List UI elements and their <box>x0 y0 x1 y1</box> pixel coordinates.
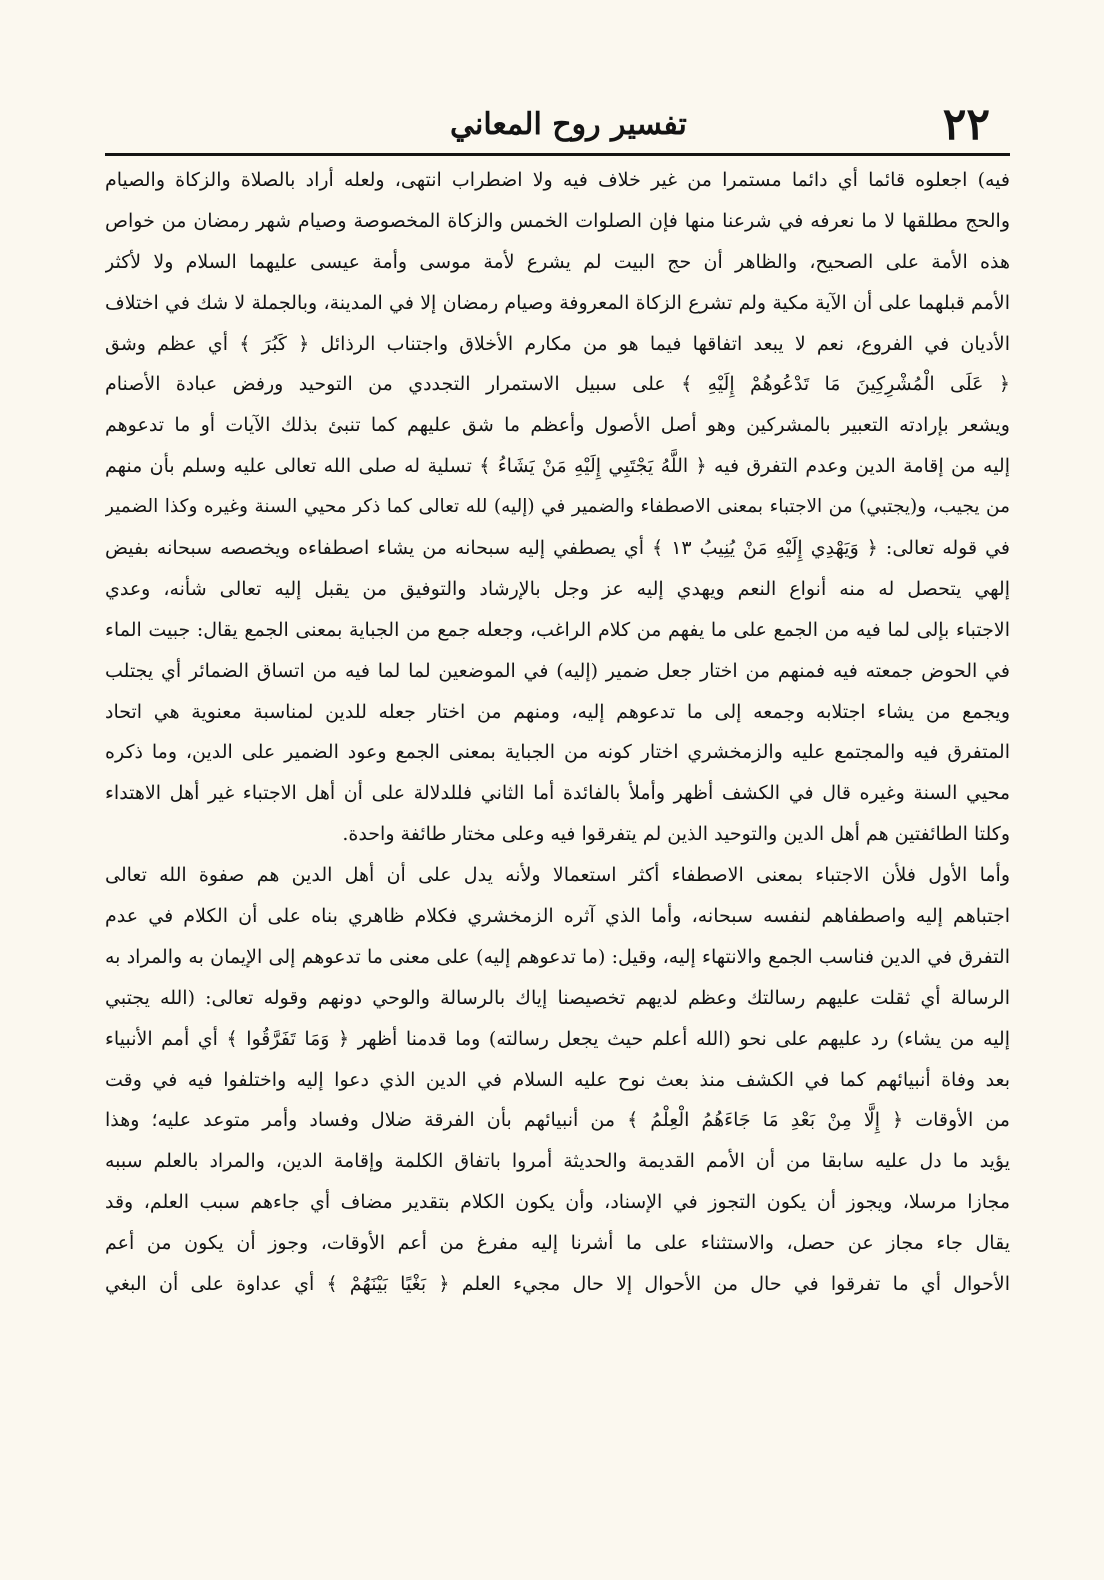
text-line: يقال جاء مجاز عن حصل، والاستثناء على ما أشرنا إليه مفرغ من أعم الأوقات، وجوز أن يكون من أعم <box>105 1232 1010 1255</box>
running-title: تفسير روح المعاني <box>450 107 687 142</box>
text-line: الرسالة أي ثقلت عليهم رسالتك وعظم لديهم تخصيصنا إياك بالرسالة والوحي دونهم وقوله تعالى: (الله يجتبي <box>105 986 1010 1009</box>
text-line: من الأوقات ﴿ إِلَّا مِنْ بَعْدِ مَا جَاءَهُمُ الْعِلْمُ ﴾ من أنبيائهم بأن الفرقة ضلال وفساد وأمر متوعد عليه؛ وهذا <box>105 1109 1010 1132</box>
text-line: إلهي يتحصل له منه أنواع النعم ويهدي إليه عز وجل بالإرشاد والتوفيق من يقبل إليه تعالى شأنه، وعدي <box>105 577 1010 600</box>
text-line: في قوله تعالى: ﴿ وَيَهْدِي إِلَيْهِ مَنْ يُنِيبُ ١٣ ﴾ أي يصطفي إليه سبحانه من يشاء اصطفاءه ويخصصه سبحانه بفيض <box>105 537 1010 560</box>
text-line: ﴿ عَلَى الْمُشْرِكِينَ مَا تَدْعُوهُمْ إِلَيْهِ ﴾ على سبيل الاستمرار التجددي من التوحيد ورفض عبادة الأصنام <box>105 373 1010 396</box>
text-line: وأما الأول فلأن الاجتباء بمعنى الاصطفاء أكثر استعمالا ولأنه يدل على أن أهل الدين هم صفوة الله تعالى <box>105 864 1010 887</box>
text-line: اجتباهم إليه واصطفاهم لنفسه سبحانه، وأما الذي آثره الزمخشري فكلام ظاهري بناه على أن الكلام في عدم <box>105 905 1010 928</box>
text-line: التفرق في الدين فناسب الجمع والانتهاء إليه، وقيل: (ما تدعوهم إليه) على معنى ما تدعوهم إلى الإيمان به والمراد به <box>105 945 1010 968</box>
text-line: الأحوال أي ما تفرقوا في حال من الأحوال إلا حال مجيء العلم ﴿ بَغْيًا بَيْنَهُمْ ﴾ أي عداوة على أن البغي <box>105 1273 1010 1296</box>
text-line: الاجتباء بإلى لما فيه من الجمع على ما يفهم من كلام الراغب، وجعله جمع من الجباية بمعنى الجمع يقال: جبيت الماء <box>105 618 1010 641</box>
header-rule <box>105 153 1010 156</box>
text-line: من يجيب، و(يجتبي) من الاجتباء بمعنى الاصطفاء والضمير في (إليه) لله تعالى كما ذكر محيي السنة وغيره وكذا الضمير <box>105 496 1010 518</box>
text-line: ويشعر بإرادته التعبير بالمشركين وهو أصل الأصول وأعظم ما شق عليهم كما تنبئ بذلك الآيات أو ما تدعوهم <box>105 414 1010 437</box>
text-line: ويجمع من يشاء اجتلابه وجمعه إلى ما تدعوهم إليه، ومنهم من اختار جعله للدين لمناسبة معنوية هي اتحاد <box>105 700 1010 723</box>
text-line: محيي السنة وغيره قال في الكشف أظهر وأملأ بالفائدة أما الثاني فللدلالة على أن أهل الاجتباء غير أهل الاهتداء <box>105 782 1010 805</box>
text-line: في الحوض جمعته فيه فمنهم من اختار جعل ضمير (إليه) في الموضعين لما لما فيه من اتساق الضمائر أي يجتلب <box>105 659 1010 682</box>
text-line: والحج مطلقها لا ما نعرفه في شرعنا منها فإن الصلوات الخمس والزكاة المخصوصة وصيام شهر رمضان من خواص <box>105 209 1010 232</box>
text-line: الأمم قبلهما على أن الآية مكية ولم تشرع الزكاة المعروفة وصيام رمضان إلا في المدينة، وبالجملة لا شك في اختلاف <box>105 291 1010 314</box>
text-line: هذه الأمة على الصحيح، والظاهر أن حج البيت لم يشرع لأمة موسى وأمة عيسى عليهما السلام ولا لأكثر <box>105 250 1010 273</box>
text-line: إليه من يشاء) رد عليهم على نحو (الله أعلم حيث يجعل رسالته) وما قدمنا أظهر ﴿ وَمَا تَفَرَّقُوا ﴾ أي أمم الأنبياء <box>105 1027 1010 1050</box>
text-line: وكلتا الطائفتين هم أهل الدين والتوحيد الذين لم يتفرقوا فيه وعلى مختار طائفة واحدة. <box>342 823 1010 846</box>
page-header <box>105 95 1010 155</box>
page-number: ٢٢ <box>942 99 990 150</box>
body-text <box>105 160 1010 1305</box>
text-line: يؤيد ما دل عليه سابقا من أن الأمم القديمة والحديثة أمروا باتفاق الكلمة وإقامة الدين، والمراد بالعلم سببه <box>105 1150 1010 1173</box>
text-line: مجازا مرسلا، ويجوز أن يكون التجوز في الإسناد، وأن يكون الكلام بتقدير مضاف أي جاءهم سبب العلم، وقد <box>105 1191 1010 1214</box>
text-line: فيه) اجعلوه قائما أي دائما مستمرا من غير خلاف فيه ولا اضطراب انتهى، ولعله أراد بالصلاة والزكاة والصيام <box>105 169 1010 191</box>
text-line: الأديان في الفروع، نعم لا يبعد اتفاقها فيما هو من مكارم الأخلاق واجتناب الرذائل ﴿ كَبُرَ ﴾ أي عظم وشق <box>105 332 1010 355</box>
text-line: بعد وفاة أنبيائهم كما في الكشف منذ بعث نوح عليه السلام في الدين الذي دعوا إليه واختلفوا فيه في وقت <box>105 1068 1010 1091</box>
text-line: المتفرق فيه والمجتمع عليه والزمخشري اختار كونه من الجباية بمعنى الجمع وعود الضمير على الدين، وما ذكره <box>105 741 1010 764</box>
text-line: إليه من إقامة الدين وعدم التفرق فيه ﴿ اللَّهُ يَجْتَبِي إِلَيْهِ مَنْ يَشَاءُ ﴾ تسلية له صلى الله تعالى عليه وسلم بأن منهم <box>105 455 1010 478</box>
